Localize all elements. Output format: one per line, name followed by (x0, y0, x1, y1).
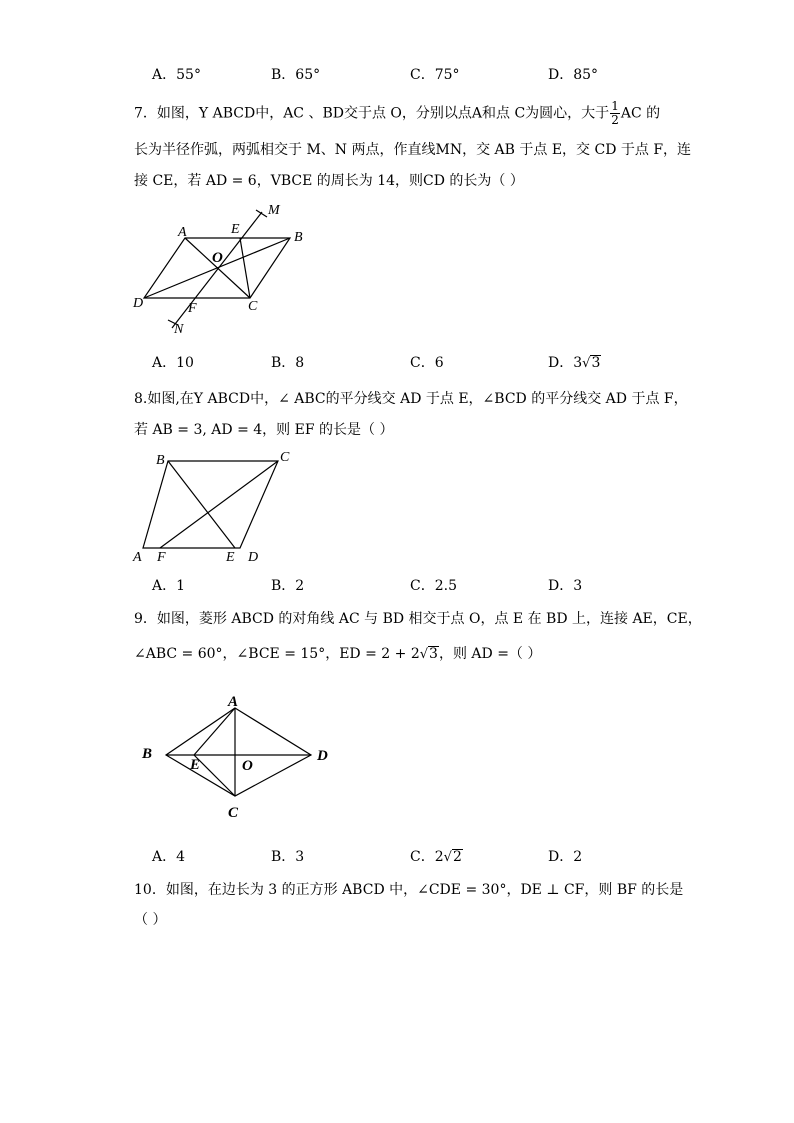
q6-option-a: A．55° (152, 67, 201, 83)
q7-label-m: M (268, 203, 280, 218)
q8-label-a: A (133, 550, 142, 565)
q9-label-a: A (228, 694, 239, 710)
q9-text-line1: 9．如图，菱形 ABCD 的对角线 AC 与 BD 相交于点 O，点 E 在 BD 上，连接 AE，CE， (134, 611, 702, 627)
q9-rhombus-figure (136, 688, 346, 823)
q9-option-a: A．4 (152, 849, 186, 865)
q7-parallelogram-figure (130, 200, 320, 340)
q7-text-line3: 接 CE，若 AD = 6，VBCE 的周长为 14，则CD 的长为（ ） (134, 173, 524, 189)
q6-option-c: C．75° (410, 67, 460, 83)
q7-label-e: E (231, 222, 240, 237)
q9-label-c: C (228, 805, 239, 821)
q9-option-c: C．2√2 (410, 849, 462, 865)
q9-label-d: D (317, 748, 328, 764)
q8-option-a: A．1 (152, 578, 186, 594)
q7-label-n: N (174, 322, 184, 337)
q7-label-d: D (133, 296, 144, 311)
q7-option-d: D．3√3 (548, 355, 601, 371)
q10-text-line1: 10．如图，在边长为 3 的正方形 ABCD 中，∠CDE = 30°，DE ⊥ CF，则 BF 的长是 (134, 882, 684, 898)
q7-option-b: B．8 (271, 355, 305, 371)
q7-option-c: C．6 (410, 355, 444, 371)
q9-label-o: O (242, 758, 253, 774)
q7-text-line2: 长为半径作弧，两弧相交于 M、N 两点，作直线MN，交 AB 于点 E，交 CD 于点 F，连 (134, 142, 692, 158)
q8-label-b: B (156, 453, 165, 468)
q8-option-c: C．2.5 (410, 578, 457, 594)
q9-text-line2: ∠ABC = 60°，∠BCE = 15°，ED = 2 + 2√3，则 AD =（ ） (134, 646, 542, 662)
q8-parallelogram-figure (128, 448, 298, 568)
q7-label-b: B (294, 230, 303, 245)
q9-label-b: B (142, 746, 153, 762)
q10-text-line2: （ ） (134, 912, 167, 928)
q8-label-c: C (280, 450, 290, 465)
q7-label-f: F (188, 301, 197, 316)
q8-label-e: E (226, 550, 235, 565)
q9-option-d: D．2 (548, 849, 583, 865)
q7-label-a: A (178, 225, 187, 240)
q8-option-d: D．3 (548, 578, 583, 594)
q7-text-line1: 7．如图，Y ABCD中，AC 、BD交于点 O，分别以点A和点 C为圆心，大于 $\frac{1}{2}$ AC 的 (134, 99, 661, 127)
q6-option-b: B．65° (271, 67, 321, 83)
q8-option-b: B．2 (271, 578, 305, 594)
q7-label-c: C (248, 299, 258, 314)
q7-label-o: O (212, 250, 223, 266)
q8-text-line2: 若 AB = 3, AD = 4，则 EF 的长是（ ） (134, 422, 394, 438)
q6-option-d: D．85° (548, 67, 599, 83)
q7-fraction: $\frac{1}{2}$ (611, 99, 619, 127)
q9-option-b: B．3 (271, 849, 305, 865)
q8-label-f: F (157, 550, 166, 565)
q8-label-d: D (248, 550, 259, 565)
q9-label-e: E (190, 757, 201, 773)
q8-text-line1: 8.如图,在Y ABCD中，∠ ABC的平分线交 AD 于点 E，∠BCD 的平分线交 AD 于点 F， (134, 391, 688, 407)
q7-option-a: A．10 (152, 355, 194, 371)
